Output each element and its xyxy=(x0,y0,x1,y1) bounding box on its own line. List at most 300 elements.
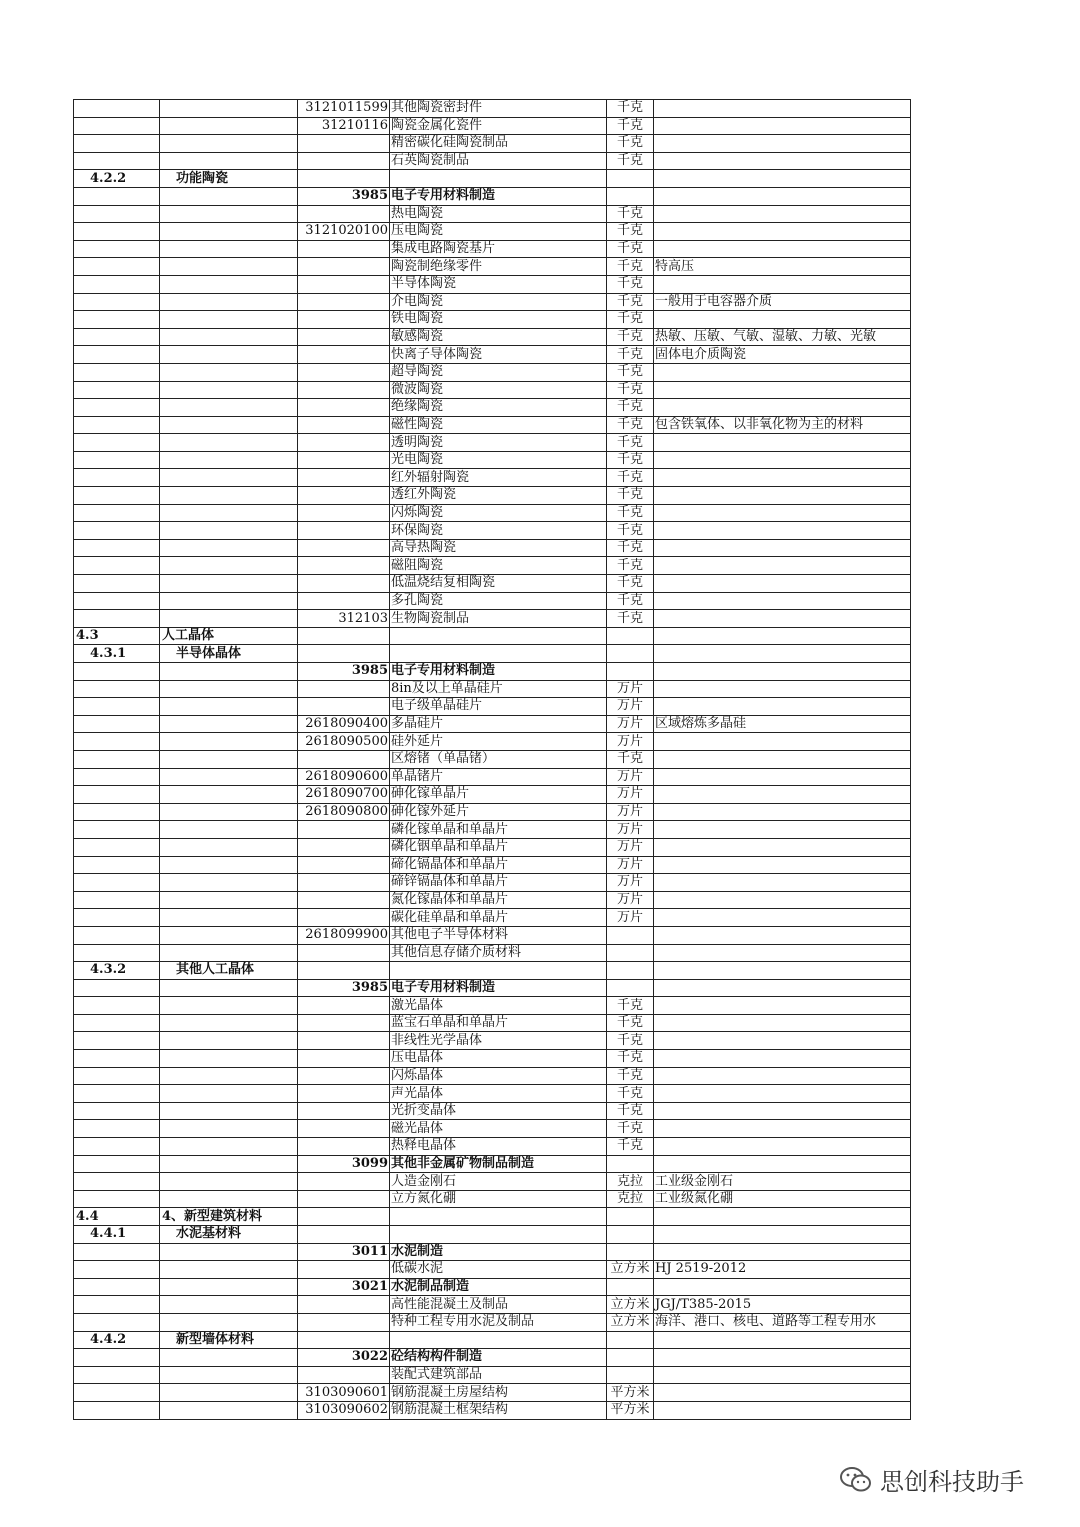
cell-c5: 万片 xyxy=(607,733,654,751)
cell-c4: 高导热陶瓷 xyxy=(390,539,607,557)
cell-c3 xyxy=(298,205,390,223)
cell-c1 xyxy=(74,1366,160,1384)
cell-c5: 千克 xyxy=(607,100,654,118)
cell-c5: 千克 xyxy=(607,1085,654,1103)
cell-c2 xyxy=(160,1366,298,1384)
cell-c2 xyxy=(160,1190,298,1208)
cell-c3: 3985 xyxy=(298,663,390,681)
table-row xyxy=(74,258,911,276)
cell-c1 xyxy=(74,487,160,505)
cell-c6 xyxy=(654,838,911,856)
cell-c3: 2618090500 xyxy=(298,733,390,751)
cell-c1: 4.3.2 xyxy=(74,962,160,980)
cell-c4: 水泥制造 xyxy=(390,1243,607,1261)
cell-c3 xyxy=(298,1173,390,1191)
cell-c5: 万片 xyxy=(607,821,654,839)
cell-c5: 万片 xyxy=(607,715,654,733)
table-row xyxy=(74,1349,911,1367)
cell-c3 xyxy=(298,434,390,452)
cell-c5: 万片 xyxy=(607,680,654,698)
cell-c1 xyxy=(74,1173,160,1191)
cell-c2 xyxy=(160,223,298,241)
cell-c1 xyxy=(74,821,160,839)
cell-c5: 千克 xyxy=(607,610,654,628)
cell-c6 xyxy=(654,434,911,452)
cell-c2 xyxy=(160,416,298,434)
cell-c3: 2618090400 xyxy=(298,715,390,733)
data-table xyxy=(73,99,911,1420)
cell-c2 xyxy=(160,328,298,346)
cell-c5 xyxy=(607,962,654,980)
cell-c3 xyxy=(298,698,390,716)
cell-c3 xyxy=(298,944,390,962)
cell-c4: 人造金刚石 xyxy=(390,1173,607,1191)
cell-c5: 千克 xyxy=(607,592,654,610)
cell-c4: 磁阻陶瓷 xyxy=(390,557,607,575)
cell-c4: 磷化镓单晶和单晶片 xyxy=(390,821,607,839)
cell-c6 xyxy=(654,1014,911,1032)
cell-c6: 一般用于电容器介质 xyxy=(654,293,911,311)
cell-c6 xyxy=(654,1366,911,1384)
cell-c4: 区熔锗（单晶锗） xyxy=(390,750,607,768)
cell-c6 xyxy=(654,698,911,716)
cell-c2 xyxy=(160,258,298,276)
cell-c4: 多孔陶瓷 xyxy=(390,592,607,610)
cell-c3: 2618090800 xyxy=(298,803,390,821)
cell-c1 xyxy=(74,715,160,733)
cell-c2 xyxy=(160,363,298,381)
cell-c3 xyxy=(298,891,390,909)
cell-c2 xyxy=(160,944,298,962)
cell-c2 xyxy=(160,1243,298,1261)
cell-c5: 千克 xyxy=(607,293,654,311)
cell-c2 xyxy=(160,733,298,751)
cell-c5: 千克 xyxy=(607,399,654,417)
table-row xyxy=(74,223,911,241)
cell-c4: 热释电晶体 xyxy=(390,1138,607,1156)
cell-c4: 其他非金属矿物制品制造 xyxy=(390,1155,607,1173)
cell-c1 xyxy=(74,152,160,170)
cell-c1 xyxy=(74,258,160,276)
table-row xyxy=(74,997,911,1015)
cell-c5 xyxy=(607,926,654,944)
table-row xyxy=(74,680,911,698)
cell-c4: 激光晶体 xyxy=(390,997,607,1015)
cell-c4: 砷化镓单晶片 xyxy=(390,786,607,804)
cell-c4: 电子专用材料制造 xyxy=(390,979,607,997)
cell-c1 xyxy=(74,381,160,399)
cell-c3 xyxy=(298,293,390,311)
cell-c6 xyxy=(654,469,911,487)
cell-c6 xyxy=(654,240,911,258)
cell-c5: 千克 xyxy=(607,557,654,575)
cell-c2 xyxy=(160,451,298,469)
cell-c6 xyxy=(654,1243,911,1261)
cell-c1 xyxy=(74,240,160,258)
cell-c4: 压电晶体 xyxy=(390,1050,607,1068)
cell-c2 xyxy=(160,100,298,118)
cell-c1 xyxy=(74,522,160,540)
cell-c1 xyxy=(74,733,160,751)
cell-c1 xyxy=(74,786,160,804)
cell-c6 xyxy=(654,926,911,944)
cell-c3 xyxy=(298,874,390,892)
cell-c3 xyxy=(298,645,390,663)
cell-c3: 3021 xyxy=(298,1278,390,1296)
cell-c1 xyxy=(74,223,160,241)
cell-c3 xyxy=(298,1032,390,1050)
cell-c2 xyxy=(160,610,298,628)
table-row xyxy=(74,205,911,223)
cell-c1 xyxy=(74,926,160,944)
cell-c1 xyxy=(74,1085,160,1103)
cell-c4: 铁电陶瓷 xyxy=(390,311,607,329)
cell-c6 xyxy=(654,1349,911,1367)
cell-c2 xyxy=(160,592,298,610)
cell-c6: 区域熔炼多晶硅 xyxy=(654,715,911,733)
cell-c2 xyxy=(160,1102,298,1120)
cell-c4: 微波陶瓷 xyxy=(390,381,607,399)
cell-c4: 高性能混凝土及制品 xyxy=(390,1296,607,1314)
table-row xyxy=(74,1067,911,1085)
cell-c3: 3121011599 xyxy=(298,100,390,118)
table-row xyxy=(74,786,911,804)
cell-c5 xyxy=(607,1278,654,1296)
cell-c5: 千克 xyxy=(607,416,654,434)
cell-c3 xyxy=(298,504,390,522)
table-row xyxy=(74,381,911,399)
table-row xyxy=(74,663,911,681)
cell-c1 xyxy=(74,187,160,205)
cell-c3 xyxy=(298,592,390,610)
cell-c2 xyxy=(160,187,298,205)
cell-c4: 磷化铟单晶和单晶片 xyxy=(390,838,607,856)
cell-c1 xyxy=(74,1032,160,1050)
cell-c5: 克拉 xyxy=(607,1173,654,1191)
table-row xyxy=(74,346,911,364)
cell-c5: 千克 xyxy=(607,328,654,346)
cell-c1 xyxy=(74,1050,160,1068)
cell-c1 xyxy=(74,1102,160,1120)
cell-c3 xyxy=(298,275,390,293)
cell-c4: 装配式建筑部品 xyxy=(390,1366,607,1384)
cell-c6 xyxy=(654,733,911,751)
cell-c6: 工业级氮化硼 xyxy=(654,1190,911,1208)
table-row xyxy=(74,909,911,927)
cell-c6 xyxy=(654,909,911,927)
table-row xyxy=(74,733,911,751)
cell-c2 xyxy=(160,1050,298,1068)
cell-c5: 千克 xyxy=(607,1067,654,1085)
table-row xyxy=(74,557,911,575)
cell-c5: 千克 xyxy=(607,539,654,557)
cell-c6 xyxy=(654,856,911,874)
cell-c4: 光电陶瓷 xyxy=(390,451,607,469)
cell-c6 xyxy=(654,610,911,628)
cell-c1 xyxy=(74,117,160,135)
cell-c1 xyxy=(74,1014,160,1032)
cell-c5: 千克 xyxy=(607,152,654,170)
table-row xyxy=(74,592,911,610)
cell-c5: 万片 xyxy=(607,786,654,804)
table-row xyxy=(74,117,911,135)
cell-c5: 千克 xyxy=(607,1050,654,1068)
cell-c2 xyxy=(160,469,298,487)
cell-c2 xyxy=(160,522,298,540)
cell-c3 xyxy=(298,399,390,417)
cell-c2 xyxy=(160,874,298,892)
cell-c1 xyxy=(74,1278,160,1296)
cell-c1 xyxy=(74,1190,160,1208)
cell-c3 xyxy=(298,1190,390,1208)
table-row xyxy=(74,1085,911,1103)
cell-c4: 8in及以上单晶硅片 xyxy=(390,680,607,698)
table-row xyxy=(74,838,911,856)
table-row xyxy=(74,1014,911,1032)
cell-c6 xyxy=(654,100,911,118)
cell-c5: 千克 xyxy=(607,1102,654,1120)
cell-c4: 光折变晶体 xyxy=(390,1102,607,1120)
cell-c4 xyxy=(390,1226,607,1244)
cell-c1 xyxy=(74,1296,160,1314)
cell-c5 xyxy=(607,944,654,962)
cell-c2: 水泥基材料 xyxy=(160,1226,298,1244)
table-row xyxy=(74,1050,911,1068)
cell-c5: 万片 xyxy=(607,698,654,716)
table-row xyxy=(74,1032,911,1050)
cell-c4: 陶瓷金属化瓷件 xyxy=(390,117,607,135)
cell-c5: 克拉 xyxy=(607,1190,654,1208)
cell-c3: 3103090601 xyxy=(298,1384,390,1402)
cell-c6 xyxy=(654,170,911,188)
table-row xyxy=(74,1296,911,1314)
cell-c6 xyxy=(654,1067,911,1085)
cell-c4: 石英陶瓷制品 xyxy=(390,152,607,170)
cell-c5: 千克 xyxy=(607,311,654,329)
table-row xyxy=(74,1138,911,1156)
table-row xyxy=(74,1278,911,1296)
cell-c2 xyxy=(160,381,298,399)
cell-c2 xyxy=(160,205,298,223)
table-row xyxy=(74,311,911,329)
cell-c1: 4.3.1 xyxy=(74,645,160,663)
cell-c2 xyxy=(160,680,298,698)
cell-c6 xyxy=(654,645,911,663)
cell-c3 xyxy=(298,856,390,874)
cell-c6 xyxy=(654,1032,911,1050)
cell-c3 xyxy=(298,627,390,645)
cell-c4: 红外辐射陶瓷 xyxy=(390,469,607,487)
table-row xyxy=(74,610,911,628)
table-row xyxy=(74,434,911,452)
cell-c2 xyxy=(160,663,298,681)
cell-c2 xyxy=(160,1296,298,1314)
cell-c3 xyxy=(298,1226,390,1244)
cell-c5: 千克 xyxy=(607,240,654,258)
cell-c2 xyxy=(160,1313,298,1331)
cell-c5: 千克 xyxy=(607,363,654,381)
cell-c2 xyxy=(160,135,298,153)
cell-c3 xyxy=(298,451,390,469)
cell-c6 xyxy=(654,223,911,241)
cell-c5: 千克 xyxy=(607,487,654,505)
cell-c2 xyxy=(160,997,298,1015)
cell-c2 xyxy=(160,1155,298,1173)
cell-c6 xyxy=(654,1331,911,1349)
cell-c4: 透明陶瓷 xyxy=(390,434,607,452)
cell-c3: 3121020100 xyxy=(298,223,390,241)
cell-c5 xyxy=(607,1155,654,1173)
cell-c6 xyxy=(654,627,911,645)
cell-c1 xyxy=(74,100,160,118)
cell-c1 xyxy=(74,504,160,522)
cell-c5: 千克 xyxy=(607,575,654,593)
cell-c6 xyxy=(654,135,911,153)
table-row xyxy=(74,874,911,892)
cell-c2 xyxy=(160,698,298,716)
table-row xyxy=(74,1366,911,1384)
cell-c1 xyxy=(74,363,160,381)
cell-c6 xyxy=(654,821,911,839)
cell-c2 xyxy=(160,346,298,364)
cell-c6 xyxy=(654,117,911,135)
cell-c2 xyxy=(160,1067,298,1085)
cell-c6 xyxy=(654,786,911,804)
cell-c4: 闪烁晶体 xyxy=(390,1067,607,1085)
cell-c3 xyxy=(298,1014,390,1032)
cell-c6 xyxy=(654,1120,911,1138)
cell-c3 xyxy=(298,487,390,505)
cell-c6: 特高压 xyxy=(654,258,911,276)
table-row xyxy=(74,451,911,469)
cell-c6 xyxy=(654,451,911,469)
cell-c2 xyxy=(160,715,298,733)
cell-c6 xyxy=(654,663,911,681)
cell-c4: 陶瓷制绝缘零件 xyxy=(390,258,607,276)
cell-c1 xyxy=(74,856,160,874)
cell-c5: 万片 xyxy=(607,768,654,786)
table-row xyxy=(74,1313,911,1331)
cell-c2 xyxy=(160,539,298,557)
cell-c5 xyxy=(607,663,654,681)
cell-c2 xyxy=(160,275,298,293)
cell-c6 xyxy=(654,1208,911,1226)
cell-c3 xyxy=(298,1261,390,1279)
cell-c4: 碲化镉晶体和单晶片 xyxy=(390,856,607,874)
cell-c4: 磁性陶瓷 xyxy=(390,416,607,434)
cell-c4: 硅外延片 xyxy=(390,733,607,751)
cell-c1 xyxy=(74,997,160,1015)
cell-c3 xyxy=(298,381,390,399)
cell-c5: 万片 xyxy=(607,874,654,892)
cell-c5 xyxy=(607,1208,654,1226)
cell-c1 xyxy=(74,346,160,364)
cell-c2: 4、新型建筑材料 xyxy=(160,1208,298,1226)
table-row xyxy=(74,135,911,153)
cell-c6 xyxy=(654,311,911,329)
cell-c4: 电子级单晶硅片 xyxy=(390,698,607,716)
cell-c5: 千克 xyxy=(607,997,654,1015)
cell-c5: 千克 xyxy=(607,205,654,223)
cell-c4: 精密碳化硅陶瓷制品 xyxy=(390,135,607,153)
cell-c5: 千克 xyxy=(607,1138,654,1156)
cell-c6 xyxy=(654,487,911,505)
cell-c5: 千克 xyxy=(607,522,654,540)
cell-c4: 立方氮化硼 xyxy=(390,1190,607,1208)
cell-c2 xyxy=(160,434,298,452)
cell-c2 xyxy=(160,399,298,417)
cell-c1 xyxy=(74,434,160,452)
cell-c1: 4.4 xyxy=(74,1208,160,1226)
cell-c1 xyxy=(74,768,160,786)
cell-c4: 压电陶瓷 xyxy=(390,223,607,241)
table-row xyxy=(74,1102,911,1120)
cell-c1: 4.4.2 xyxy=(74,1331,160,1349)
cell-c2 xyxy=(160,891,298,909)
cell-c2 xyxy=(160,909,298,927)
cell-c4: 闪烁陶瓷 xyxy=(390,504,607,522)
cell-c6: 热敏、压敏、气敏、湿敏、力敏、光敏 xyxy=(654,328,911,346)
cell-c5: 平方米 xyxy=(607,1384,654,1402)
cell-c4: 氮化镓晶体和单晶片 xyxy=(390,891,607,909)
cell-c2 xyxy=(160,293,298,311)
cell-c6 xyxy=(654,1085,911,1103)
table-row xyxy=(74,469,911,487)
watermark xyxy=(838,1462,1024,1497)
cell-c5: 千克 xyxy=(607,504,654,522)
cell-c6 xyxy=(654,381,911,399)
cell-c5: 千克 xyxy=(607,117,654,135)
cell-c3 xyxy=(298,962,390,980)
cell-c4 xyxy=(390,627,607,645)
cell-c1 xyxy=(74,838,160,856)
cell-c6 xyxy=(654,504,911,522)
cell-c5 xyxy=(607,1366,654,1384)
cell-c1 xyxy=(74,680,160,698)
cell-c6: JGJ/T385-2015 xyxy=(654,1296,911,1314)
cell-c3 xyxy=(298,680,390,698)
cell-c1 xyxy=(74,469,160,487)
cell-c6 xyxy=(654,557,911,575)
cell-c6 xyxy=(654,575,911,593)
cell-c3 xyxy=(298,363,390,381)
table-row xyxy=(74,926,911,944)
cell-c2 xyxy=(160,487,298,505)
cell-c5: 千克 xyxy=(607,223,654,241)
cell-c4: 砷化镓外延片 xyxy=(390,803,607,821)
cell-c3 xyxy=(298,821,390,839)
cell-c1 xyxy=(74,1155,160,1173)
table-row xyxy=(74,944,911,962)
cell-c6 xyxy=(654,979,911,997)
cell-c4 xyxy=(390,962,607,980)
cell-c4: 单晶锗片 xyxy=(390,768,607,786)
cell-c6: 海洋、港口、核电、道路等工程专用水 xyxy=(654,1313,911,1331)
cell-c2 xyxy=(160,1014,298,1032)
cell-c6 xyxy=(654,1155,911,1173)
cell-c1 xyxy=(74,399,160,417)
cell-c3: 31210116 xyxy=(298,117,390,135)
table-row xyxy=(74,487,911,505)
cell-c6 xyxy=(654,363,911,381)
cell-c3 xyxy=(298,1313,390,1331)
cell-c5: 千克 xyxy=(607,1032,654,1050)
table-row xyxy=(74,768,911,786)
cell-c1 xyxy=(74,891,160,909)
cell-c6: HJ 2519-2012 xyxy=(654,1261,911,1279)
cell-c2: 功能陶瓷 xyxy=(160,170,298,188)
cell-c6 xyxy=(654,399,911,417)
